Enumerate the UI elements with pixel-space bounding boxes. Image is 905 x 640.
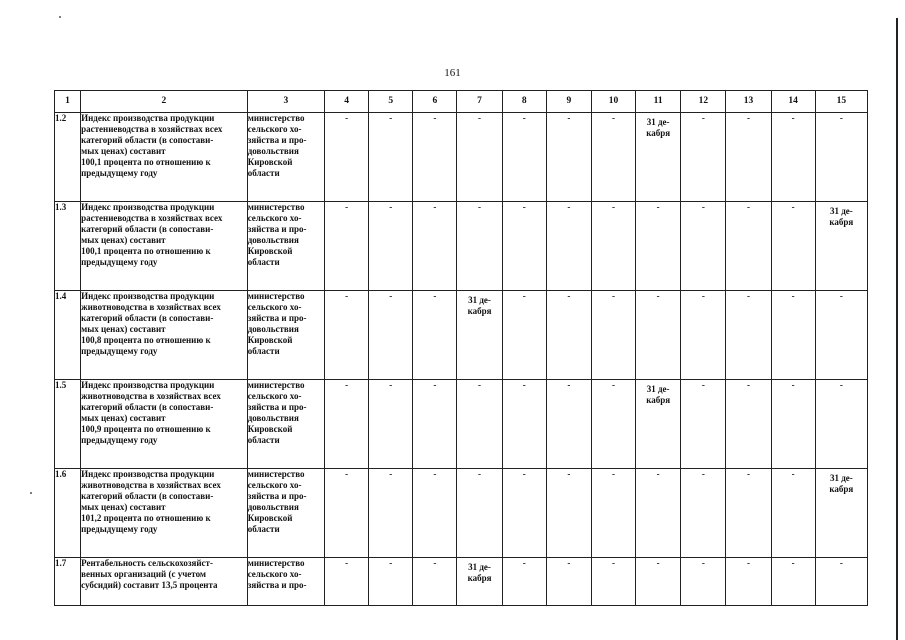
description-line: 100,9 процента по отношению к <box>81 423 211 434</box>
empty-dash-cell: - <box>591 202 635 291</box>
responsible-body <box>247 202 324 291</box>
responsible-line: министерство <box>247 469 305 479</box>
empty-dash-cell: - <box>815 380 867 469</box>
description-line: категорий области (в сопостави- <box>81 223 214 234</box>
description-line: категорий области (в сопостави- <box>81 312 214 323</box>
empty-dash-cell: - <box>591 291 635 380</box>
description-line: животноводства в хозяйствах всех <box>81 479 221 490</box>
deadline-line: кабря <box>829 483 854 494</box>
description-line: категорий области (в сопостави- <box>81 401 214 412</box>
column-header: 9 <box>546 91 591 113</box>
empty-dash-cell: - <box>546 202 591 291</box>
empty-dash-cell: - <box>815 291 867 380</box>
header-row <box>55 91 868 113</box>
responsible-line: довольствия <box>247 323 299 334</box>
empty-dash-cell: - <box>369 469 413 558</box>
deadline-cell <box>636 380 681 469</box>
empty-dash-cell: - <box>726 558 771 606</box>
indicator-description <box>81 113 248 202</box>
deadline-line: 31 де- <box>829 473 853 483</box>
scan-speck <box>30 492 32 494</box>
empty-dash-cell: - <box>546 113 591 202</box>
responsible-line: сельского хо- <box>247 123 302 134</box>
empty-dash-cell: - <box>502 113 546 202</box>
responsible-line: зяйства и про- <box>247 134 307 145</box>
row-number: 1.6 <box>55 469 81 558</box>
responsible-line: довольствия <box>247 234 299 245</box>
responsible-line: Кировской <box>247 423 293 434</box>
description-line: 101,2 процента по отношению к <box>81 512 211 523</box>
description-line: Индекс производства продукции <box>81 380 215 390</box>
column-header: 11 <box>636 91 681 113</box>
description-line: предыдущему году <box>81 167 158 178</box>
empty-dash-cell: - <box>502 202 546 291</box>
empty-dash-cell: - <box>546 469 591 558</box>
empty-dash-cell: - <box>726 291 771 380</box>
empty-dash-cell: - <box>636 202 681 291</box>
empty-dash-cell: - <box>591 113 635 202</box>
column-header: 15 <box>815 91 867 113</box>
empty-dash-cell: - <box>413 558 457 606</box>
table-row <box>55 469 868 558</box>
empty-dash-cell: - <box>771 291 815 380</box>
empty-dash-cell: - <box>681 380 726 469</box>
deadline-line: кабря <box>467 572 492 583</box>
empty-dash-cell: - <box>457 469 502 558</box>
description-line: Индекс производства продукции <box>81 202 215 212</box>
empty-dash-cell: - <box>457 113 502 202</box>
column-header: 14 <box>771 91 815 113</box>
scan-speck <box>59 16 61 18</box>
empty-dash-cell: - <box>815 113 867 202</box>
empty-dash-cell: - <box>681 202 726 291</box>
table-row <box>55 291 868 380</box>
empty-dash-cell: - <box>771 380 815 469</box>
responsible-body <box>247 469 324 558</box>
empty-dash-cell: - <box>502 558 546 606</box>
empty-dash-cell: - <box>771 558 815 606</box>
empty-dash-cell: - <box>413 380 457 469</box>
column-header: 2 <box>81 91 248 113</box>
description-line: Индекс производства продукции <box>81 469 215 479</box>
plan-table <box>54 90 868 606</box>
empty-dash-cell: - <box>681 291 726 380</box>
row-number: 1.5 <box>55 380 81 469</box>
responsible-line: сельского хо- <box>247 212 302 223</box>
table-row <box>55 380 868 469</box>
empty-dash-cell: - <box>771 113 815 202</box>
empty-dash-cell: - <box>324 202 368 291</box>
empty-dash-cell: - <box>369 380 413 469</box>
description-line: растениеводства в хозяйствах всех <box>81 123 223 134</box>
empty-dash-cell: - <box>636 558 681 606</box>
responsible-line: Кировской <box>247 334 293 345</box>
responsible-body <box>247 558 324 606</box>
table-body <box>55 113 868 606</box>
empty-dash-cell: - <box>457 202 502 291</box>
responsible-body <box>247 113 324 202</box>
empty-dash-cell: - <box>369 291 413 380</box>
description-line: растениеводства в хозяйствах всех <box>81 212 223 223</box>
empty-dash-cell: - <box>681 113 726 202</box>
empty-dash-cell: - <box>413 113 457 202</box>
column-header: 10 <box>591 91 635 113</box>
description-line: животноводства в хозяйствах всех <box>81 301 221 312</box>
responsible-body <box>247 291 324 380</box>
responsible-line: области <box>247 167 280 178</box>
responsible-line: области <box>247 434 280 445</box>
responsible-line: довольствия <box>247 412 299 423</box>
description-line: мых ценах) составит <box>81 412 166 423</box>
description-line: 100,1 процента по отношению к <box>81 245 211 256</box>
empty-dash-cell: - <box>546 558 591 606</box>
responsible-line: Кировской <box>247 245 293 256</box>
description-line: субсидий) составит 13,5 процента <box>81 579 218 590</box>
deadline-line: кабря <box>829 216 854 227</box>
responsible-body <box>247 380 324 469</box>
empty-dash-cell: - <box>324 469 368 558</box>
empty-dash-cell: - <box>369 558 413 606</box>
empty-dash-cell: - <box>771 202 815 291</box>
deadline-line: 31 де- <box>646 384 670 394</box>
empty-dash-cell: - <box>591 469 635 558</box>
deadline-line: 31 де- <box>468 562 491 572</box>
description-line: категорий области (в сопостави- <box>81 134 214 145</box>
table-row <box>55 113 868 202</box>
responsible-line: зяйства и про- <box>247 490 307 501</box>
row-number: 1.7 <box>55 558 81 606</box>
description-line: Рентабельность сельскохозяйст- <box>81 558 213 568</box>
description-line: 100,1 процента по отношению к <box>81 156 211 167</box>
empty-dash-cell: - <box>815 558 867 606</box>
empty-dash-cell: - <box>636 291 681 380</box>
deadline-cell <box>636 113 681 202</box>
empty-dash-cell: - <box>413 469 457 558</box>
deadline-line: 31 де- <box>829 206 853 216</box>
deadline-line: 31 де- <box>468 295 491 305</box>
responsible-line: довольствия <box>247 145 299 156</box>
empty-dash-cell: - <box>546 291 591 380</box>
column-header: 12 <box>681 91 726 113</box>
indicator-description <box>81 469 248 558</box>
description-line: Индекс производства продукции <box>81 291 215 301</box>
description-line: категорий области (в сопостави- <box>81 490 214 501</box>
column-header: 6 <box>413 91 457 113</box>
responsible-line: сельского хо- <box>247 479 302 490</box>
empty-dash-cell: - <box>681 469 726 558</box>
responsible-line: зяйства и про- <box>247 579 307 590</box>
responsible-line: зяйства и про- <box>247 312 307 323</box>
empty-dash-cell: - <box>771 469 815 558</box>
empty-dash-cell: - <box>726 113 771 202</box>
description-line: мых ценах) составит <box>81 323 166 334</box>
description-line: предыдущему году <box>81 434 158 445</box>
description-line: предыдущему году <box>81 256 158 267</box>
deadline-cell <box>815 469 867 558</box>
column-header: 5 <box>369 91 413 113</box>
description-line: Индекс производства продукции <box>81 113 215 123</box>
description-line: мых ценах) составит <box>81 145 166 156</box>
responsible-line: области <box>247 523 280 534</box>
deadline-line: 31 де- <box>646 117 670 127</box>
deadline-line: кабря <box>646 127 671 138</box>
deadline-cell <box>815 202 867 291</box>
column-header: 7 <box>457 91 502 113</box>
empty-dash-cell: - <box>591 558 635 606</box>
empty-dash-cell: - <box>546 380 591 469</box>
right-edge-rule <box>896 18 898 640</box>
empty-dash-cell: - <box>324 380 368 469</box>
responsible-line: сельского хо- <box>247 568 302 579</box>
page-number: 161 <box>444 67 461 79</box>
responsible-line: министерство <box>247 202 305 212</box>
table-row <box>55 558 868 606</box>
empty-dash-cell: - <box>591 380 635 469</box>
indicator-description <box>81 202 248 291</box>
empty-dash-cell: - <box>502 380 546 469</box>
table-row <box>55 202 868 291</box>
deadline-cell <box>457 291 502 380</box>
deadline-cell <box>457 558 502 606</box>
indicator-description <box>81 380 248 469</box>
row-number: 1.3 <box>55 202 81 291</box>
description-line: мых ценах) составит <box>81 501 166 512</box>
empty-dash-cell: - <box>369 113 413 202</box>
deadline-line: кабря <box>467 305 492 316</box>
description-line: предыдущему году <box>81 523 158 534</box>
column-header: 1 <box>55 91 81 113</box>
responsible-line: зяйства и про- <box>247 223 307 234</box>
description-line: животноводства в хозяйствах всех <box>81 390 221 401</box>
empty-dash-cell: - <box>324 291 368 380</box>
deadline-line: кабря <box>646 394 671 405</box>
responsible-line: зяйства и про- <box>247 401 307 412</box>
responsible-line: сельского хо- <box>247 301 302 312</box>
description-line: мых ценах) составит <box>81 234 166 245</box>
responsible-line: министерство <box>247 380 305 390</box>
empty-dash-cell: - <box>726 469 771 558</box>
description-line: 100,8 процента по отношению к <box>81 334 211 345</box>
empty-dash-cell: - <box>681 558 726 606</box>
empty-dash-cell: - <box>726 202 771 291</box>
empty-dash-cell: - <box>369 202 413 291</box>
column-header: 8 <box>502 91 546 113</box>
indicator-description <box>81 558 248 606</box>
empty-dash-cell: - <box>457 380 502 469</box>
empty-dash-cell: - <box>502 469 546 558</box>
responsible-line: области <box>247 256 280 267</box>
row-number: 1.2 <box>55 113 81 202</box>
responsible-line: министерство <box>247 113 305 123</box>
empty-dash-cell: - <box>413 291 457 380</box>
responsible-line: сельского хо- <box>247 390 302 401</box>
description-line: венных организаций (с учетом <box>81 568 207 579</box>
responsible-line: министерство <box>247 558 305 568</box>
responsible-line: области <box>247 345 280 356</box>
empty-dash-cell: - <box>324 558 368 606</box>
empty-dash-cell: - <box>726 380 771 469</box>
empty-dash-cell: - <box>502 291 546 380</box>
responsible-line: довольствия <box>247 501 299 512</box>
indicator-description <box>81 291 248 380</box>
empty-dash-cell: - <box>636 469 681 558</box>
responsible-line: министерство <box>247 291 305 301</box>
row-number: 1.4 <box>55 291 81 380</box>
empty-dash-cell: - <box>324 113 368 202</box>
column-header: 3 <box>247 91 324 113</box>
column-header: 4 <box>324 91 368 113</box>
responsible-line: Кировской <box>247 156 293 167</box>
responsible-line: Кировской <box>247 512 293 523</box>
description-line: предыдущему году <box>81 345 158 356</box>
column-header: 13 <box>726 91 771 113</box>
empty-dash-cell: - <box>413 202 457 291</box>
